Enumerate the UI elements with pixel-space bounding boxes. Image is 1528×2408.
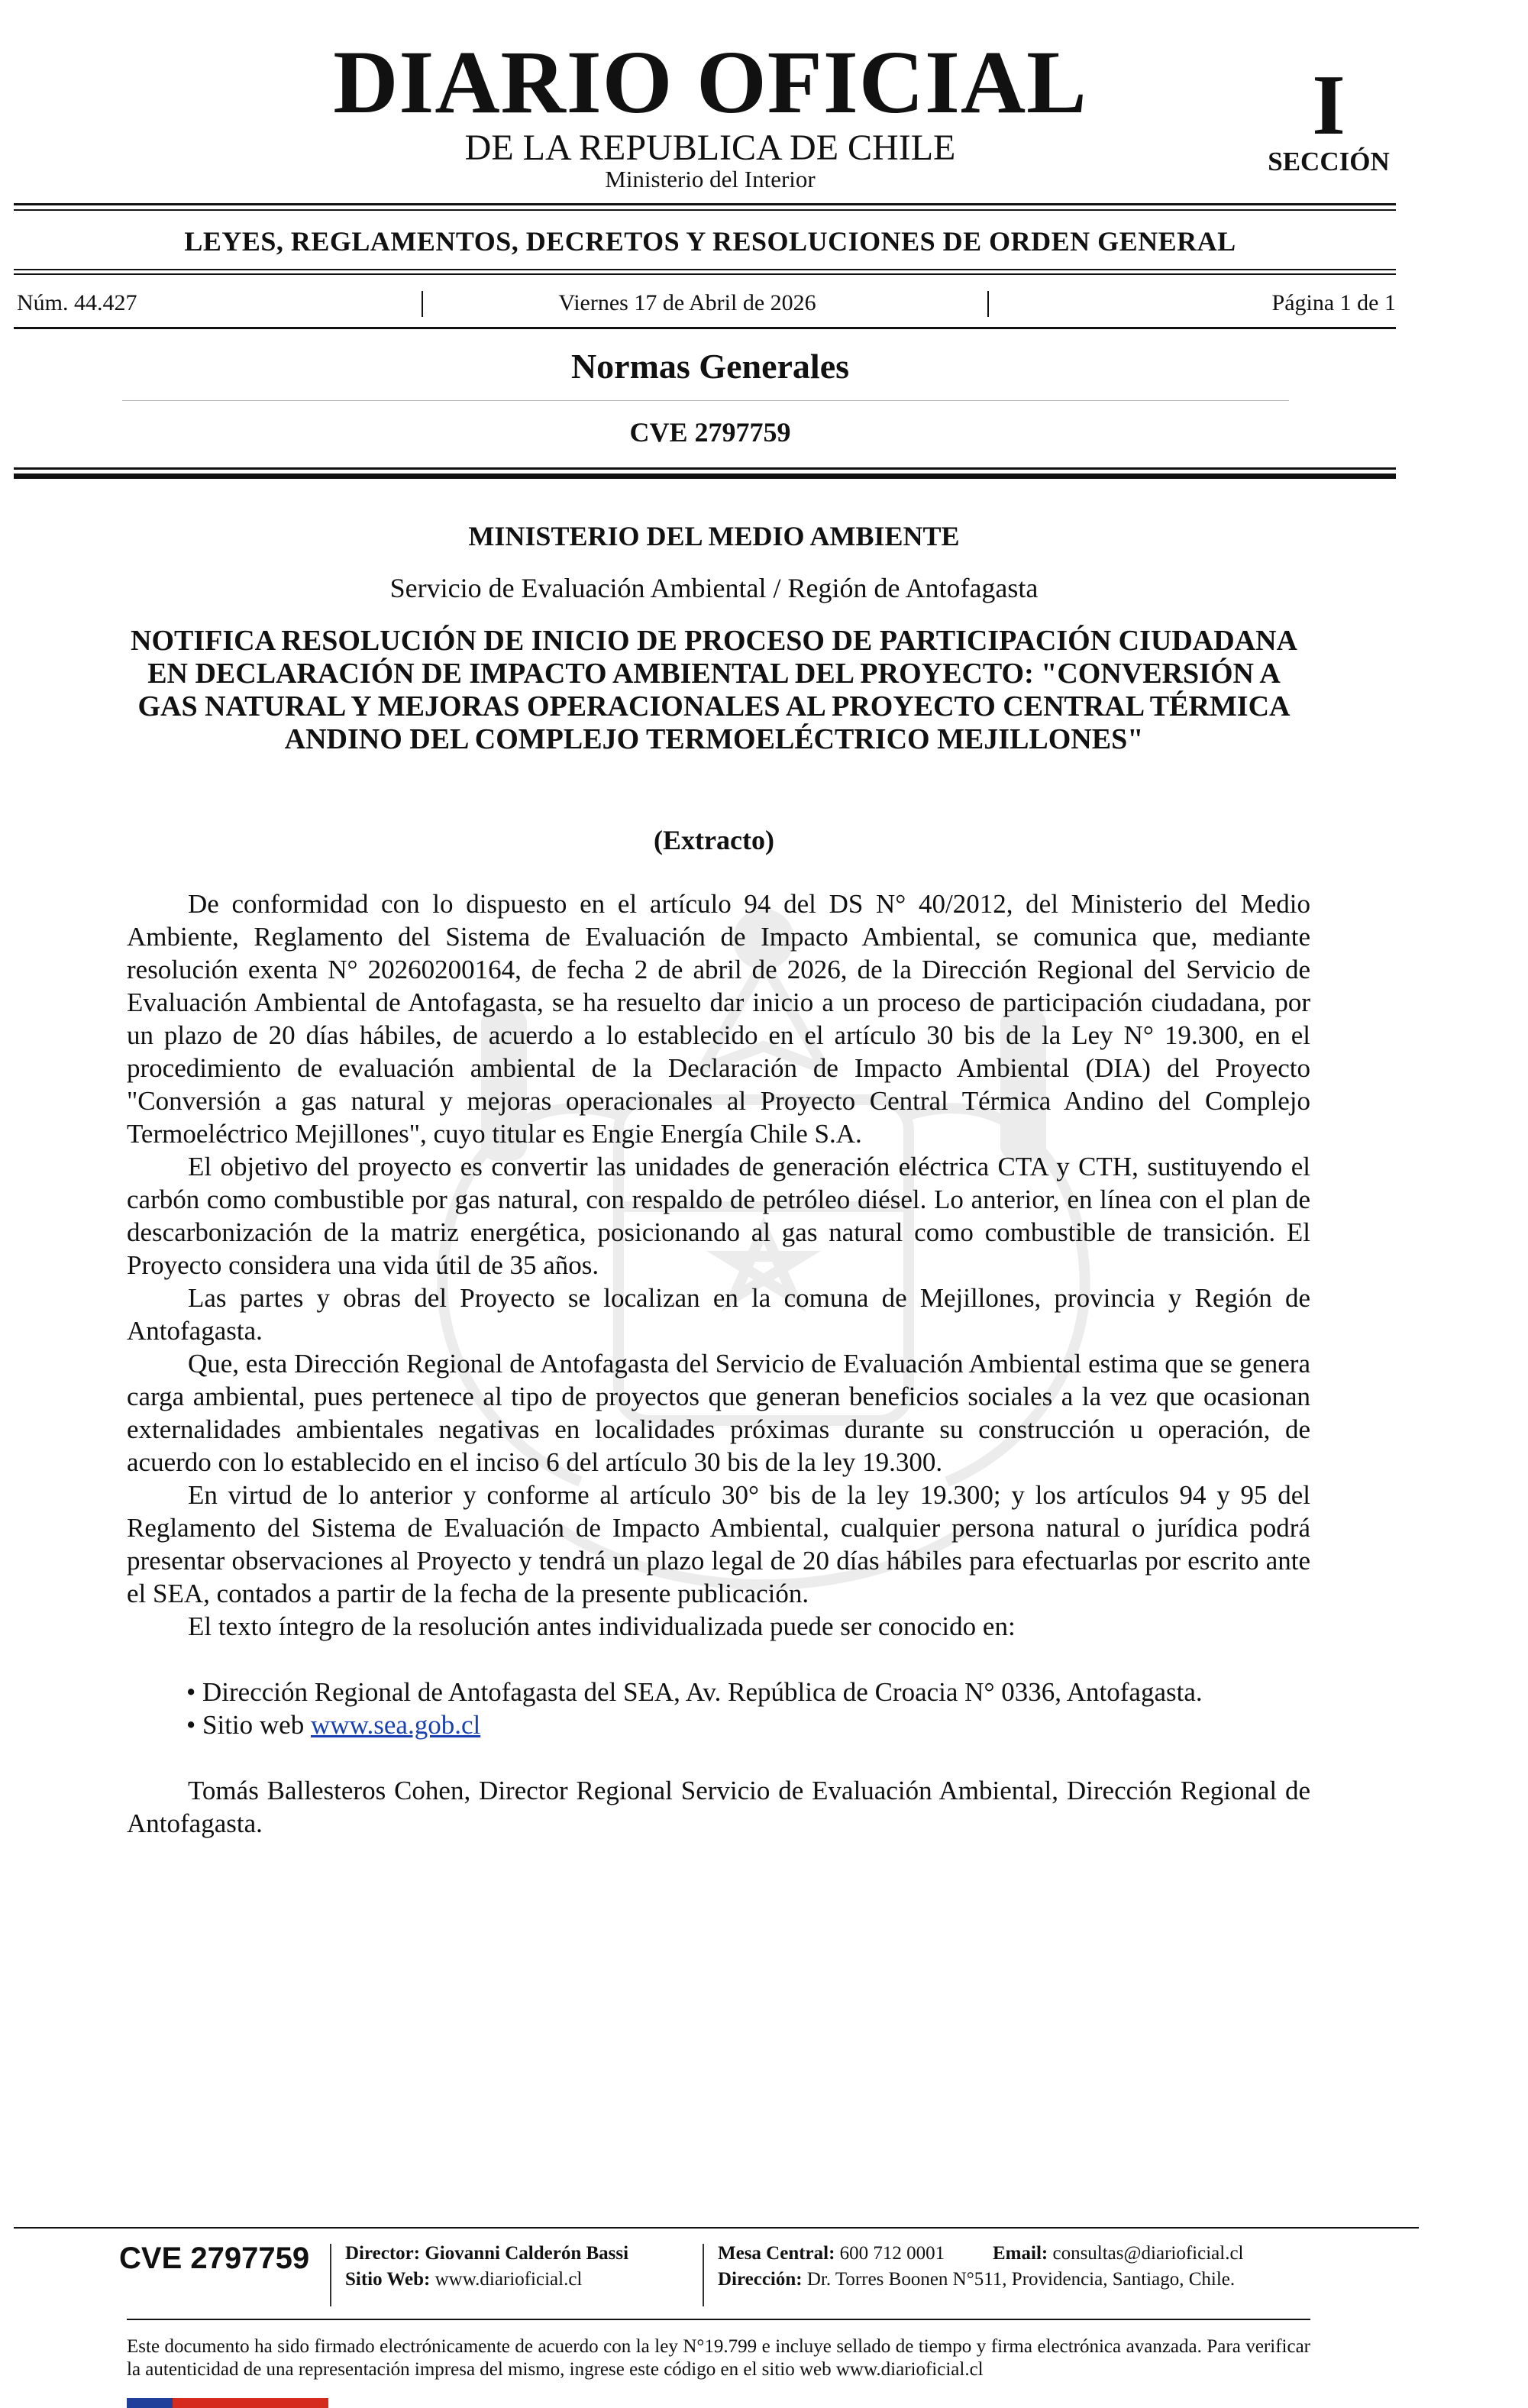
bullet-website xyxy=(127,1708,1310,1741)
footer-address: Dirección: Dr. Torres Boonen N°511, Providencia, Santiago, Chile. xyxy=(718,2269,1236,2290)
footer-cve-code: CVE 2797759 xyxy=(119,2242,310,2275)
page-counter: Página 1 de 1 xyxy=(1271,290,1396,315)
info-rule-top xyxy=(14,269,1396,270)
article-ministry: MINISTERIO DEL MEDIO AMBIENTE xyxy=(468,521,960,551)
masthead-rule-top xyxy=(14,203,1396,205)
footer-website: Sitio Web: www.diarioficial.cl xyxy=(345,2269,583,2290)
issue-date: Viernes 17 de Abril de 2026 xyxy=(558,290,816,315)
band-title: LEYES, REGLAMENTOS, DECRETOS Y RESOLUCIONES DE ORDEN GENERAL xyxy=(184,226,1236,257)
article-body xyxy=(127,887,1310,1840)
body-paragraph: En virtud de lo anterior y conforme al artículo 30° bis de la ley 19.300; y los artículos 94 y 95 del Reglamento del Sistema de Evaluación de Impacto Ambiental, cualquier persona natural o jurídica podrá presentar observaciones al Proyecto y tendrá un plazo legal de 20 días hábiles para efectuarlas por escrito ante el SEA, contados a partir de la fecha de la presente publicación. xyxy=(127,1480,1310,1608)
signature: Tomás Ballesteros Cohen, Director Regional Servicio de Evaluación Ambiental, Dirección Regional de Antofagasta. xyxy=(127,1776,1310,1838)
newspaper-subtitle: DE LA REPUBLICA DE CHILE xyxy=(464,128,956,168)
flag-stripe-blue xyxy=(127,2398,173,2408)
body-paragraph: El objetivo del proyecto es convertir las unidades de generación eléctrica CTA y CTH, sustituyendo el carbón como combustible por gas natural, con respaldo de petróleo diésel. Lo anterior, en línea con el plan de descarbonización de la matriz energética, posicionando al gas natural como combustible de transición. El Proyecto considera una vida útil de 35 años. xyxy=(127,1152,1310,1280)
footer-email: Email: consultas@diarioficial.cl xyxy=(993,2243,1244,2264)
ministry-label: Ministerio del Interior xyxy=(605,166,816,192)
sea-website-link[interactable]: www.sea.gob.cl xyxy=(310,1710,481,1740)
info-rule-bottom xyxy=(14,327,1396,329)
body-paragraph: Que, esta Dirección Regional de Antofagasta del Servicio de Evaluación Ambiental estima que se genera carga ambiental, pues pertenece al tipo de proyectos que generan beneficios sociales a la vez que ocasionan externalidades ambientales negativas en localidades próximas durante su construcción u operación, de acuerdo con lo establecido en el inciso 6 del artículo 30 bis de la ley 19.300. xyxy=(127,1349,1310,1477)
footer-note-rule xyxy=(127,2319,1310,2320)
footer-signature-note: Este documento ha sido firmado electrónicamente de acuerdo con la ley N°19.799 e incluye sellado de tiempo y firma electrónica avanzada. Para verificar la autenticidad de una representación impresa del mismo, ingrese este código en el sitio web www.diarioficial.cl xyxy=(127,2336,1310,2380)
footer-director: Director: Giovanni Calderón Bassi xyxy=(345,2243,629,2264)
article-headline: NOTIFICA RESOLUCIÓN DE INICIO DE PROCESO DE PARTICIPACIÓN CIUDADANA EN DECLARACIÓN DE IMPACTO AMBIENTAL DEL PROYECTO: "CONVERSIÓN A GAS NATURAL Y MEJORAS OPERACIONALES AL PROYECTO CENTRAL TÉRMICA ANDINO DEL COMPLEJO TERMOELÉCTRICO MEJILLONES" xyxy=(131,625,1297,755)
article-extracto-label: (Extracto) xyxy=(654,825,774,855)
article-service: Servicio de Evaluación Ambiental / Región de Antofagasta xyxy=(389,573,1039,603)
footer-mesa-central: Mesa Central: 600 712 0001 xyxy=(718,2243,945,2264)
body-paragraph: Las partes y obras del Proyecto se localizan en la comuna de Mejillones, provincia y Región de Antofagasta. xyxy=(127,1283,1310,1346)
section-roman-numeral: I xyxy=(1312,58,1345,153)
body-paragraph: El texto íntegro de la resolución antes individualizada puede ser conocido en: xyxy=(188,1611,1016,1641)
header-rule xyxy=(14,467,1396,470)
newspaper-title: DIARIO OFICIAL xyxy=(333,32,1087,132)
flag-stripe-red xyxy=(173,2398,328,2408)
masthead-rule-bottom xyxy=(14,209,1396,211)
footer-separator xyxy=(703,2244,704,2306)
cve-code: CVE 2797759 xyxy=(629,417,791,448)
footer-separator xyxy=(330,2244,331,2306)
body-paragraph: De conformidad con lo dispuesto en el artículo 94 del DS N° 40/2012, del Ministerio del Medio Ambiente, Reglamento del Sistema de Evaluación de Impacto Ambiental, se comunica que, mediante resolución exenta N° 20260200164, de fecha 2 de abril de 2026, de la Dirección Regional del Servicio de Evaluación Ambiental de Antofagasta, se ha resuelto dar inicio a un proceso de participación ciudadana, por un plazo de 20 días hábiles, de acuerdo a lo establecido en el artículo 30 bis de la Ley N° 19.300, en el procedimiento de evaluación ambiental de la Declaración de Impacto Ambiental (DIA) del Proyecto "Conversión a gas natural y mejoras operacionales al Proyecto Central Térmica Andino del Complejo Termoeléctrico Mejillones", cuyo titular es Engie Energía Chile S.A. xyxy=(127,889,1310,1149)
header-rule-thick xyxy=(14,474,1396,479)
section-heading: Normas Generales xyxy=(570,347,850,386)
issue-number: Núm. 44.427 xyxy=(17,290,137,315)
info-rule-top-2 xyxy=(14,273,1396,275)
bullet-address: • Dirección Regional de Antofagasta del SEA, Av. República de Croacia N° 0336, Antofagasta. xyxy=(186,1677,1203,1707)
info-separator xyxy=(987,291,989,317)
section-label: SECCIÓN xyxy=(1268,147,1390,176)
footer-rule xyxy=(14,2227,1419,2229)
section-divider xyxy=(122,400,1289,401)
info-separator xyxy=(422,291,423,317)
bullet-website-prefix: • Sitio web xyxy=(186,1710,311,1740)
